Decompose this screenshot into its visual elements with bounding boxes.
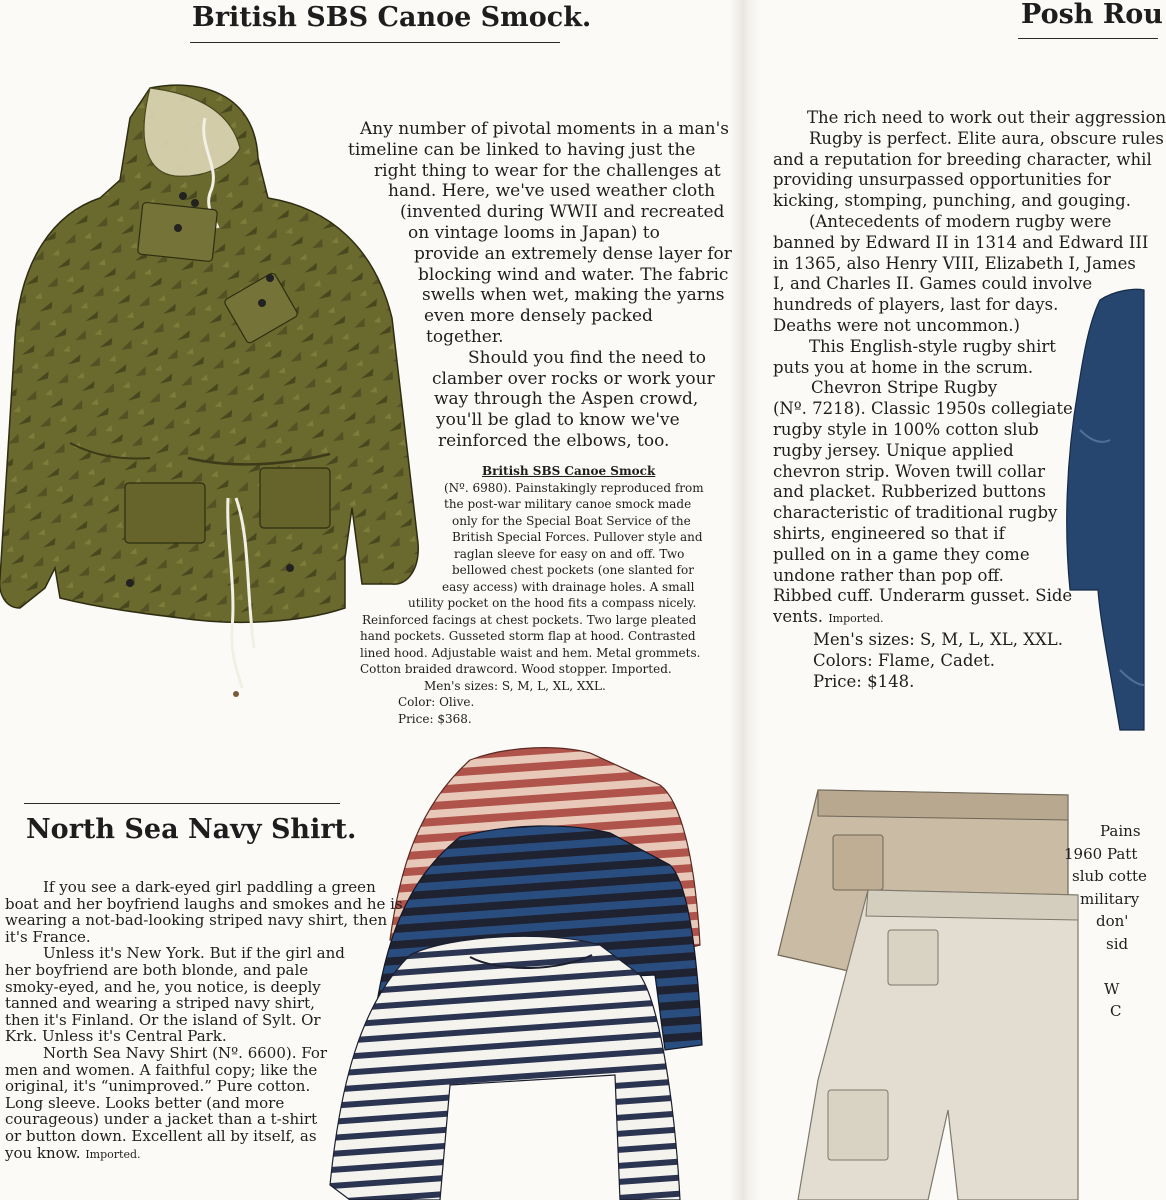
navy-copy: If you see a dark-eyed girl paddling a green boat and her boyfriend laughs and smokes and he is wearing a not-bad-looking striped navy shirt, then it's France. Unless it's New York. But if the girl and her boyfriend are both blonde, and pale smoky-eyed, and he, you notice, is deeply tanned and wearing a striped navy shirt, then it's Finland. Or the island of Sylt. Or Krk. Unless it's Central Park. North Sea Navy Shirt (Nº. 6600). For men and women. A faithful copy; like the original, it's “unimproved.” Pure cotton. Long sleeve. Looks better (and more courageous) under a jacket than a t-shirt or button down. Excellent all by itself, as you know. Imported. bbox=[5, 878, 403, 1162]
smock-headline: British SBS Canoe Smock. bbox=[192, 2, 592, 33]
rugby-copy: The rich need to work out their aggression Rugby is perfect. Elite aura, obscure rules and a reputation for breeding character, whil providing unsurpassed opportunities for kicking, stomping, punching, and gouging. (Antecedents of modern rugby were banned by Edward II in 1314 and Edward III in 1365, also Henry VIII, Elizabeth I, James I, and Charles II. Games could involve hundreds of players, last for days. Deaths were not uncommon.) This English-style rugby shirt puts you at home in the scrum. Chevron Stripe Rugby (Nº. 7218). Classic 1950s collegiate rugby style in 100% cotton slub rugby jersey. Unique applied chevron strip. Woven twill collar and placket. Rubberized buttons characteristic of traditional rugby shirts, engineered so that if pulled on in a game they come undone rather than pop off. Ribbed cuff. Underarm gusset. Side vents. Imported. Men's sizes: S, M, L, XL, XXL. Colors: Flame, Cadet. Price: $148. bbox=[773, 108, 1166, 691]
smock-spec: British SBS Canoe Smock (Nº. 6980). Painstakingly reproduced from the post-war military canoe smock made only for the Special Boat Service of the British Special Forces. Pullover style and raglan sleeve for easy on and off. Two bellowed chest pockets (one slanted for easy access) with drainage holes. A small utility pocket on the hood fits a compass nicely. Reinforced facings at chest pockets. Two large pleated hand pockets. Gusseted storm flap at hood. Contrasted lined hood. Adjustable waist and hem. Metal grommets. Cotton braided drawcord. Wood stopper. Imported. Men's sizes: S, M, L, XL, XXL. Color: Olive. Price: $368. bbox=[360, 464, 704, 726]
shorts-illustration bbox=[778, 780, 1078, 1200]
smock-headline-rule bbox=[190, 42, 560, 43]
navy-headline: North Sea Navy Shirt. bbox=[26, 814, 357, 845]
shorts-copy: Pains 1960 Patt slub cotte military don' sid W C bbox=[1064, 822, 1147, 1020]
smock-spec-title: British SBS Canoe Smock bbox=[482, 464, 656, 478]
rugby-headline: Posh Rou bbox=[1021, 0, 1163, 30]
navy-headline-rule bbox=[24, 803, 340, 804]
smock-intro: Any number of pivotal moments in a man's timeline can be linked to having just the right thing to wear for the challenges at hand. Here, we've used weather cloth (invented during WWII and recreated on vintage looms in Japan) to provide an extremely dense layer for blocking wind and water. The fabric swells when wet, making the yarns even more densely packed together. Should you find the need to clamber over rocks or work your way through the Aspen crowd, you'll be glad to know we've reinforced the elbows, too. bbox=[348, 119, 732, 451]
rugby-headline-rule bbox=[1018, 38, 1158, 39]
page-gutter bbox=[730, 0, 760, 1200]
